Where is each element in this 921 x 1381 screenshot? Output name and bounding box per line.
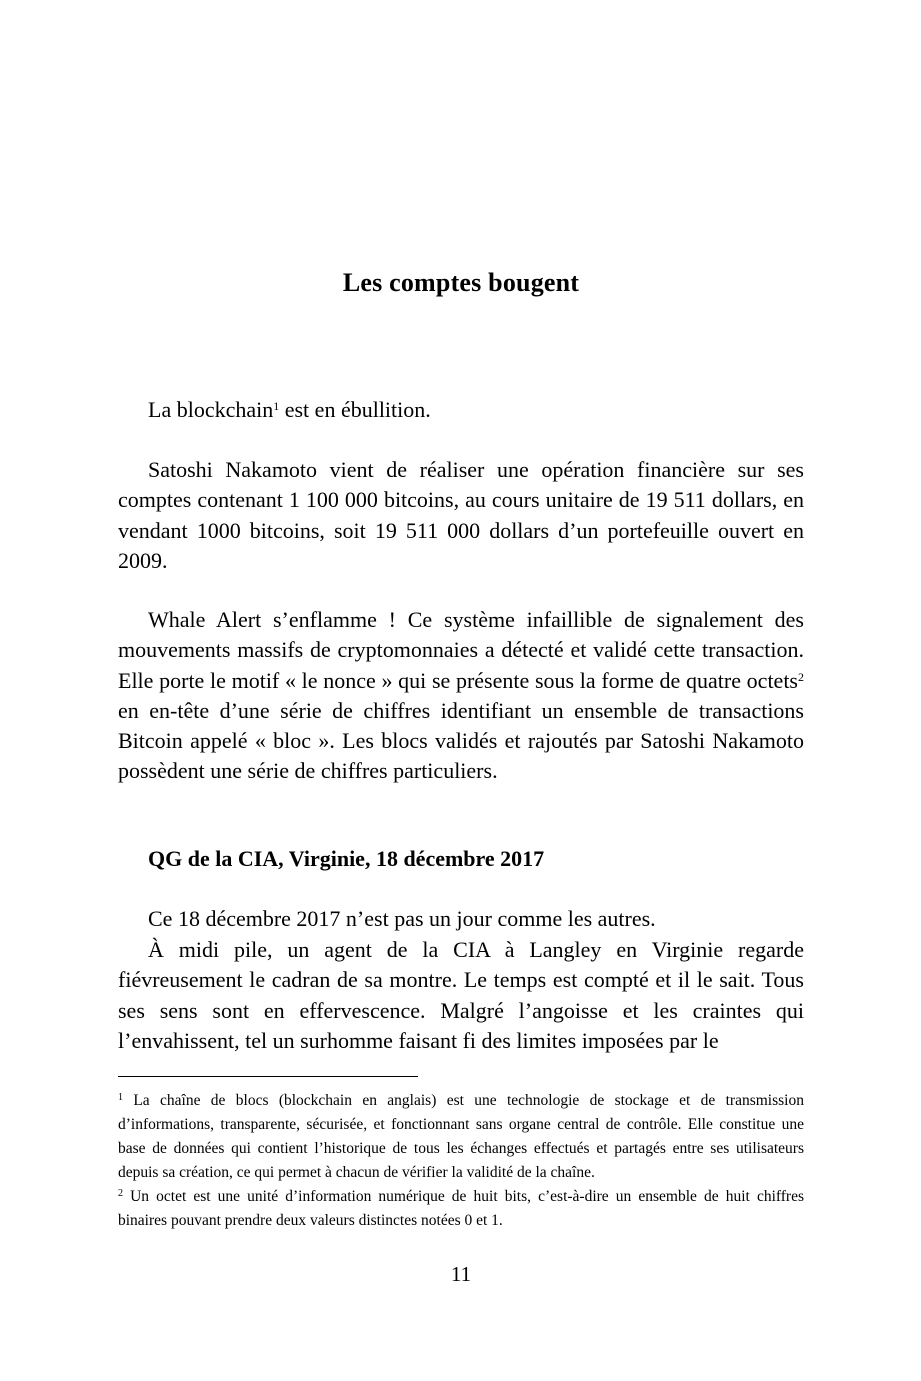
paragraph-blockchain [118, 395, 804, 425]
paragraph-cia-agent: À midi pile, un agent de la CIA à Langley en Virginie regarde fiévreusement le cadran de sa montre. Le temps est compté et il le sait. Tous ses sens sont en effervescence. Malgré l’angoisse et les craintes qui l’envahissent, tel un surhomme faisant fi des limites imposées par le [118, 937, 804, 1053]
paragraph-satoshi: Satoshi Nakamoto vient de réaliser une opération financière sur ses comptes contenant 1 100 000 bitcoins, au cours unitaire de 19 511 dollars, en vendant 1000 bitcoins, soit 19 511 000 dollars d’un portefeuille ouvert en 2009. [118, 457, 804, 573]
chapter-title: Les comptes bougent [342, 268, 580, 297]
paragraph-december: Ce 18 décembre 2017 n’est pas un jour comme les autres. [148, 906, 656, 931]
book-page [118, 0, 804, 1381]
footnote-ref-2: 2 [798, 669, 804, 684]
footnote-text: La chaîne de blocs (blockchain en anglais) est une technologie de stockage et de transmission d’informations, transparente, sécurisée, et fonctionnant sans organe central de contrôle. Elle constitue une base de données qui contient l’historique de tous les échanges effectués et partagés entre ses utilisateurs depuis sa création, ce qui permet à chacun de vérifier la validité de la chaîne. [118, 1092, 804, 1181]
paragraph-text: en en-tête d’une série de chiffres identifiant un ensemble de transactions Bitcoin appelé « bloc ». Les blocs validés et rajoutés par Satoshi Nakamoto possèdent une série de chiffres particuliers. [118, 697, 804, 784]
paragraph-text: est en ébullition. [279, 397, 431, 422]
footnote-number: 2 [118, 1188, 123, 1199]
footnote-text: Un octet est une unité d’information numérique de huit bits, c’est-à-dire un ensemble de huit chiffres binaires pouvant prendre deux valeurs distinctes notées 0 et 1. [118, 1188, 804, 1229]
footnotes [118, 1089, 804, 1233]
paragraph-text: Whale Alert s’enflamme ! Ce système infaillible de signalement des mouvements massifs de cryptomonnaies a détecté et validé cette transaction. Elle porte le motif « le nonce » qui se présente sous la forme de quatre octets [118, 607, 804, 693]
paragraph-whale-alert [118, 605, 804, 787]
section-heading: QG de la CIA, Virginie, 18 décembre 2017 [148, 846, 545, 871]
footnote-2 [118, 1185, 804, 1233]
footnote-1 [118, 1089, 804, 1185]
footnote-divider [118, 1076, 418, 1077]
footnote-ref-1: 1 [273, 399, 280, 413]
page-number: 11 [450, 1262, 472, 1286]
paragraph-text: La blockchain [148, 397, 274, 422]
footnote-number: 1 [118, 1092, 123, 1103]
